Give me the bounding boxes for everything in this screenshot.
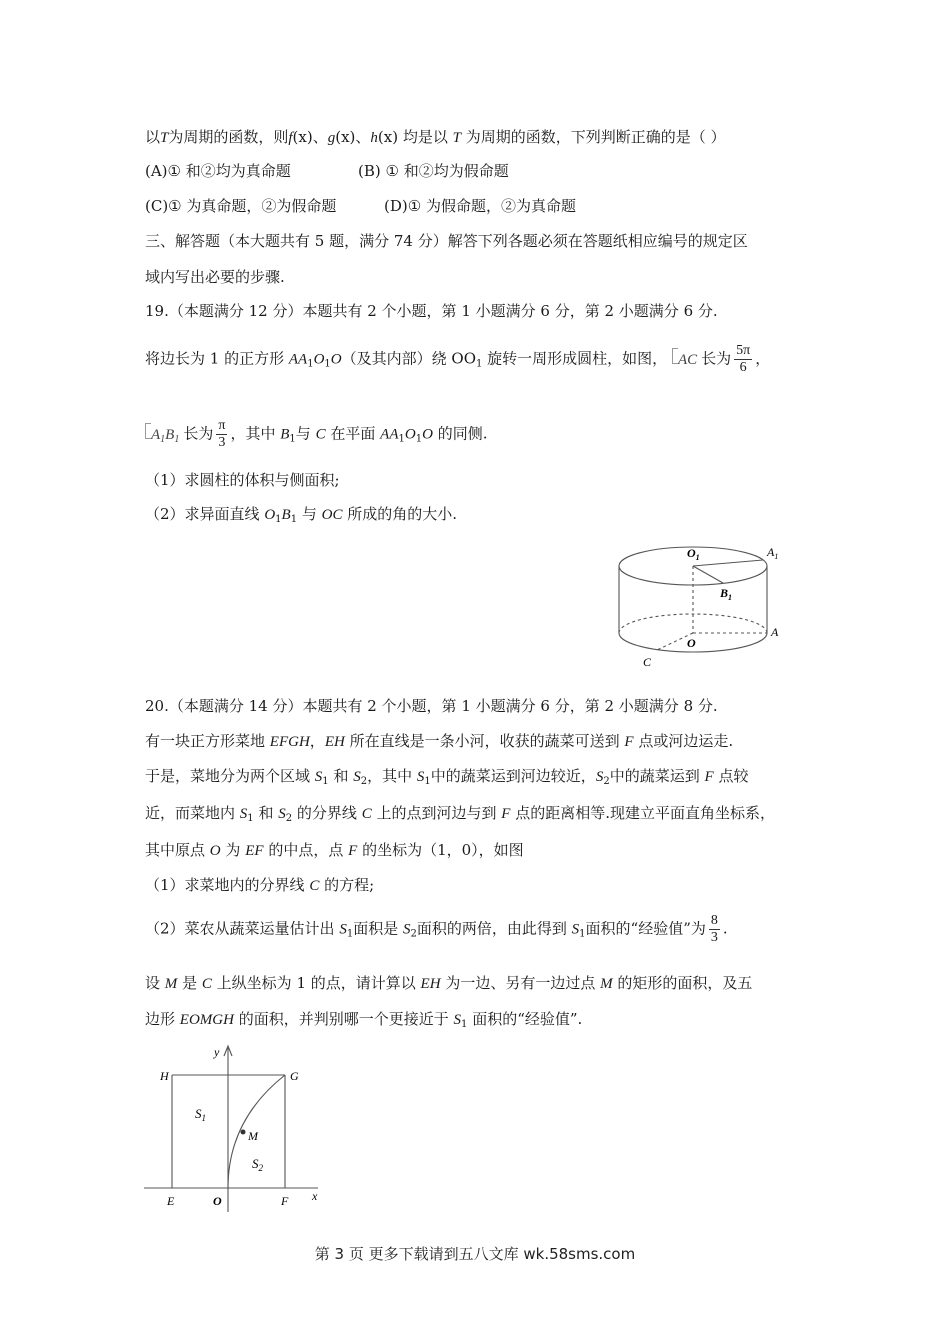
q20-line-1: 有一块正方形菜地 EFGH，EH 所在直线是一条小河，收获的蔬菜可送到 F 点或河边运走. — [145, 732, 734, 750]
label-g: G — [290, 1069, 299, 1083]
q18-option-c: (C)① 为真命题，②为假命题 — [145, 197, 337, 215]
page-footer: 第 3 页 更多下载请到五八文库 wk.58sms.com — [314, 1245, 636, 1263]
q19-line-2: $A_1B_1$ 长为 $\frac{\pi}{3}$ ，其中 $B_1$与 C 在平面 $AA_1O_1O$ 的同侧. — [145, 418, 488, 451]
label-h: H — [160, 1069, 169, 1083]
label-e: E — [167, 1194, 175, 1208]
q19-part-1: （1）求圆柱的体积与侧面积; — [145, 471, 340, 489]
section-3-intro-cont: 域内写出必要的步骤. — [145, 268, 285, 286]
q18-option-d: (D)① 为假命题，②为真命题 — [384, 197, 576, 215]
point-m — [241, 1130, 246, 1135]
label-s2: $S_2$ — [252, 1156, 263, 1173]
label-a: A — [771, 625, 779, 639]
q20-part-1: （1）求菜地内的分界线 C 的方程; — [145, 876, 375, 894]
q20-header: 20.（本题满分 14 分）本题共有 2 个小题，第 1 小题满分 6 分，第 2 小题满分 8 分. — [145, 697, 718, 715]
section-3-intro: 三、解答题（本大题共有 5 题，满分 74 分）解答下列各题必须在答题纸相应编号的规定区 — [145, 232, 748, 250]
segment-o1a1 — [693, 560, 763, 566]
label-c: C — [643, 655, 652, 669]
label-b1: $B_1$ — [720, 586, 733, 602]
label-m: M — [248, 1129, 258, 1143]
cylinder-figure — [605, 535, 790, 670]
q18-stem: 以T为周期的函数，则f(x)、g(x)、h(x) 均是以 T 为周期的函数，下列判断正确的是（ ） — [145, 128, 726, 146]
q20-line-5: 设 M 是 C 上纵坐标为 1 的点，请计算以 EH 为一边、另有一边过点 M 的矩形的面积，及五 — [145, 974, 753, 992]
fraction-5pi-6: $\frac{5\pi}{6}$ — [736, 343, 751, 375]
fraction-8-3: $\frac{8}{3}$ — [710, 913, 718, 945]
segment-o1b1 — [693, 566, 723, 583]
label-f: F — [281, 1194, 289, 1208]
q18-option-b: (B) ① 和②均为假命题 — [358, 162, 509, 180]
q20-line-6: 边形 EOMGH 的面积，并判别哪一个更接近于 $S_1$ 面积的“经验值”. — [145, 1010, 583, 1030]
label-a1: $A_1$ — [767, 545, 779, 561]
label-o1: $O_1$ — [687, 546, 700, 562]
q19-header: 19.（本题满分 12 分）本题共有 2 个小题，第 1 小题满分 6 分，第 2 小题满分 6 分. — [145, 302, 718, 320]
label-o: O — [687, 636, 696, 650]
label-y: y — [214, 1045, 220, 1059]
q20-line-4: 其中原点 O 为 EF 的中点，点 F 的坐标为（1，0），如图 — [145, 841, 524, 859]
label-o: O — [213, 1194, 222, 1208]
arc-a1b1: $A_1B_1$ — [145, 425, 179, 445]
q19-line-1: 将边长为 1 的正方形 $AA_1O_1O$（及其内部）绕 $OO_1$ 旋转一周形成圆柱，如图， AC 长为 $\frac{5\pi}{6}$ ， — [145, 343, 771, 375]
label-x: x — [312, 1189, 318, 1203]
q20-part-2: （2）菜农从蔬菜运量估计出 $S_1$面积是 $S_2$面积的两倍，由此得到 $S_1$面积的“经验值”为 $\frac{8}{3}$ . — [145, 913, 728, 945]
q18-option-a: (A)① 和②均为真命题 — [145, 162, 291, 180]
field-figure — [140, 1040, 330, 1220]
label-s1: $S_1$ — [195, 1106, 206, 1123]
fraction-pi-3: $\frac{\pi}{3}$ — [218, 418, 226, 450]
q20-line-2: 于是，菜地分为两个区域 $S_1$ 和 $S_2$，其中 $S_1$中的蔬菜运到河边较近，$S_2$中的蔬菜运到 F 点较 — [145, 767, 749, 787]
q20-line-3: 近，而菜地内 $S_1$ 和 $S_2$ 的分界线 C 上的点到河边与到 F 点的距离相等.现建立平面直角坐标系， — [145, 804, 776, 824]
arc-ac: AC — [672, 350, 697, 370]
q19-part-2: （2）求异面直线 $O_1B_1$ 与 OC 所成的角的大小. — [145, 505, 458, 525]
